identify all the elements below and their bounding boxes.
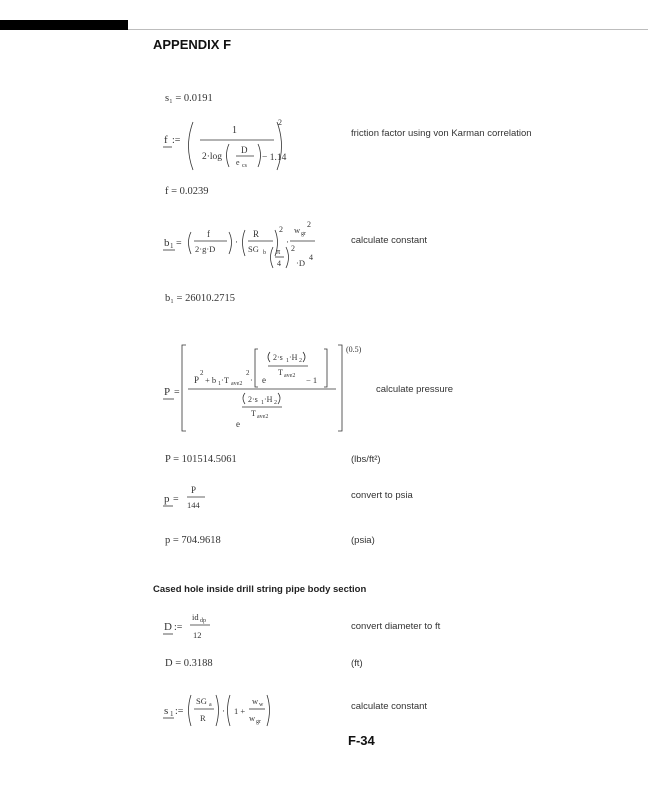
svg-text:2: 2	[278, 118, 282, 127]
svg-text:id: id	[192, 612, 199, 622]
svg-text::=: :=	[175, 706, 184, 717]
svg-text:12: 12	[193, 630, 202, 640]
svg-text:=: =	[174, 387, 180, 398]
note-constant-1: calculate constant	[351, 235, 428, 246]
svg-text:T: T	[278, 368, 283, 377]
svg-text:− 1: − 1	[306, 375, 318, 385]
svg-text:e: e	[236, 158, 240, 167]
svg-text:D: D	[164, 621, 172, 633]
note-friction: friction factor using von Karman correlation	[351, 128, 532, 139]
svg-text:f: f	[207, 229, 210, 239]
svg-text:2·g·D: 2·g·D	[195, 244, 216, 254]
svg-text:− 1.14: − 1.14	[262, 153, 287, 163]
note-psia-units: (psia)	[351, 535, 375, 546]
svg-text:T: T	[251, 409, 256, 418]
note-diameter: convert diameter to ft	[351, 621, 441, 632]
header-rule	[128, 29, 648, 30]
svg-text:·: ·	[222, 706, 225, 716]
svg-text:e: e	[236, 419, 240, 429]
svg-text:1: 1	[170, 710, 174, 718]
svg-text:w: w	[249, 713, 256, 723]
svg-text:f: f	[164, 134, 168, 146]
svg-text:b: b	[263, 250, 266, 256]
b1-constant-equation	[160, 220, 320, 284]
svg-text:e: e	[262, 375, 266, 385]
svg-text:2: 2	[200, 369, 204, 377]
result-p: p = 704.9618	[165, 535, 221, 546]
svg-text:·: ·	[286, 237, 289, 247]
result-s1: s₁ = 0.0191	[165, 93, 213, 104]
result-b1: b₁ = 26010.2715	[165, 293, 235, 304]
svg-text:b: b	[164, 237, 170, 249]
svg-text:w: w	[252, 696, 259, 706]
svg-text:P: P	[164, 386, 171, 398]
svg-text:+ b: + b	[205, 375, 217, 385]
svg-text:2: 2	[274, 400, 277, 406]
svg-text::=: :=	[172, 135, 181, 146]
svg-text:π: π	[276, 246, 281, 256]
svg-text:cs: cs	[242, 163, 247, 169]
note-constant-2: calculate constant	[351, 701, 428, 712]
svg-text:144: 144	[187, 500, 200, 510]
svg-text:·D: ·D	[296, 258, 305, 268]
svg-text:2: 2	[291, 244, 295, 253]
svg-text:·: ·	[250, 375, 253, 385]
svg-text:a: a	[209, 702, 212, 708]
result-f: f = 0.0239	[165, 186, 209, 197]
note-pressure: calculate pressure	[376, 384, 454, 395]
svg-text:R: R	[200, 713, 206, 723]
svg-text:s: s	[164, 705, 169, 717]
svg-text:1: 1	[232, 125, 237, 136]
svg-text:1: 1	[261, 400, 264, 406]
svg-text:4: 4	[309, 253, 313, 262]
note-P-units: (lbs/ft²)	[351, 454, 381, 465]
svg-text:2: 2	[299, 358, 302, 364]
svg-text:w: w	[294, 225, 301, 235]
svg-text:p: p	[164, 493, 170, 505]
svg-text:P: P	[194, 375, 200, 385]
svg-text:=: =	[173, 494, 179, 505]
diameter-conversion-equation	[160, 612, 230, 642]
svg-text:P: P	[191, 485, 197, 495]
psia-conversion-equation	[160, 484, 220, 514]
svg-text:=: =	[176, 238, 182, 249]
pressure-equation	[160, 343, 360, 435]
result-D: D = 0.3188	[165, 658, 213, 669]
svg-text:R: R	[253, 229, 260, 239]
appendix-title: APPENDIX F	[153, 37, 232, 52]
svg-text:·: ·	[235, 237, 238, 247]
svg-text:w: w	[259, 702, 264, 708]
svg-text:2·log: 2·log	[202, 152, 223, 162]
svg-text:1: 1	[170, 242, 174, 250]
svg-text:SG: SG	[248, 244, 259, 254]
svg-text:D: D	[241, 145, 248, 155]
svg-text:2: 2	[307, 220, 311, 229]
header-bar	[0, 20, 128, 30]
svg-text:(0.5): (0.5)	[346, 345, 362, 354]
svg-text:·T: ·T	[221, 375, 230, 385]
svg-text:·H: ·H	[264, 395, 273, 404]
svg-text:2: 2	[279, 225, 283, 234]
svg-text:gr: gr	[256, 719, 261, 725]
svg-text:ave2: ave2	[257, 414, 269, 420]
page-number: F-34	[348, 733, 375, 748]
friction-factor-equation	[160, 116, 290, 176]
svg-text:dp: dp	[200, 618, 206, 624]
svg-text:·H: ·H	[289, 353, 298, 362]
svg-text:4: 4	[277, 259, 281, 268]
svg-text:gr: gr	[301, 231, 306, 237]
svg-text:2: 2	[246, 369, 250, 377]
svg-text:1 +: 1 +	[234, 706, 246, 716]
svg-text:2·s: 2·s	[273, 353, 283, 362]
note-psia-convert: convert to psia	[351, 490, 413, 501]
svg-text:ave2: ave2	[231, 381, 243, 387]
note-ft-units: (ft)	[351, 658, 363, 669]
result-P: P = 101514.5061	[165, 454, 237, 465]
svg-text:1: 1	[286, 358, 289, 364]
svg-text:ave2: ave2	[284, 373, 296, 379]
section-heading: Cased hole inside drill string pipe body section	[153, 584, 367, 595]
svg-text:SG: SG	[196, 696, 207, 706]
svg-text:2·s: 2·s	[248, 395, 258, 404]
svg-text::=: :=	[174, 622, 183, 633]
svg-text:1: 1	[218, 381, 221, 387]
s1-constant-equation	[160, 690, 280, 730]
